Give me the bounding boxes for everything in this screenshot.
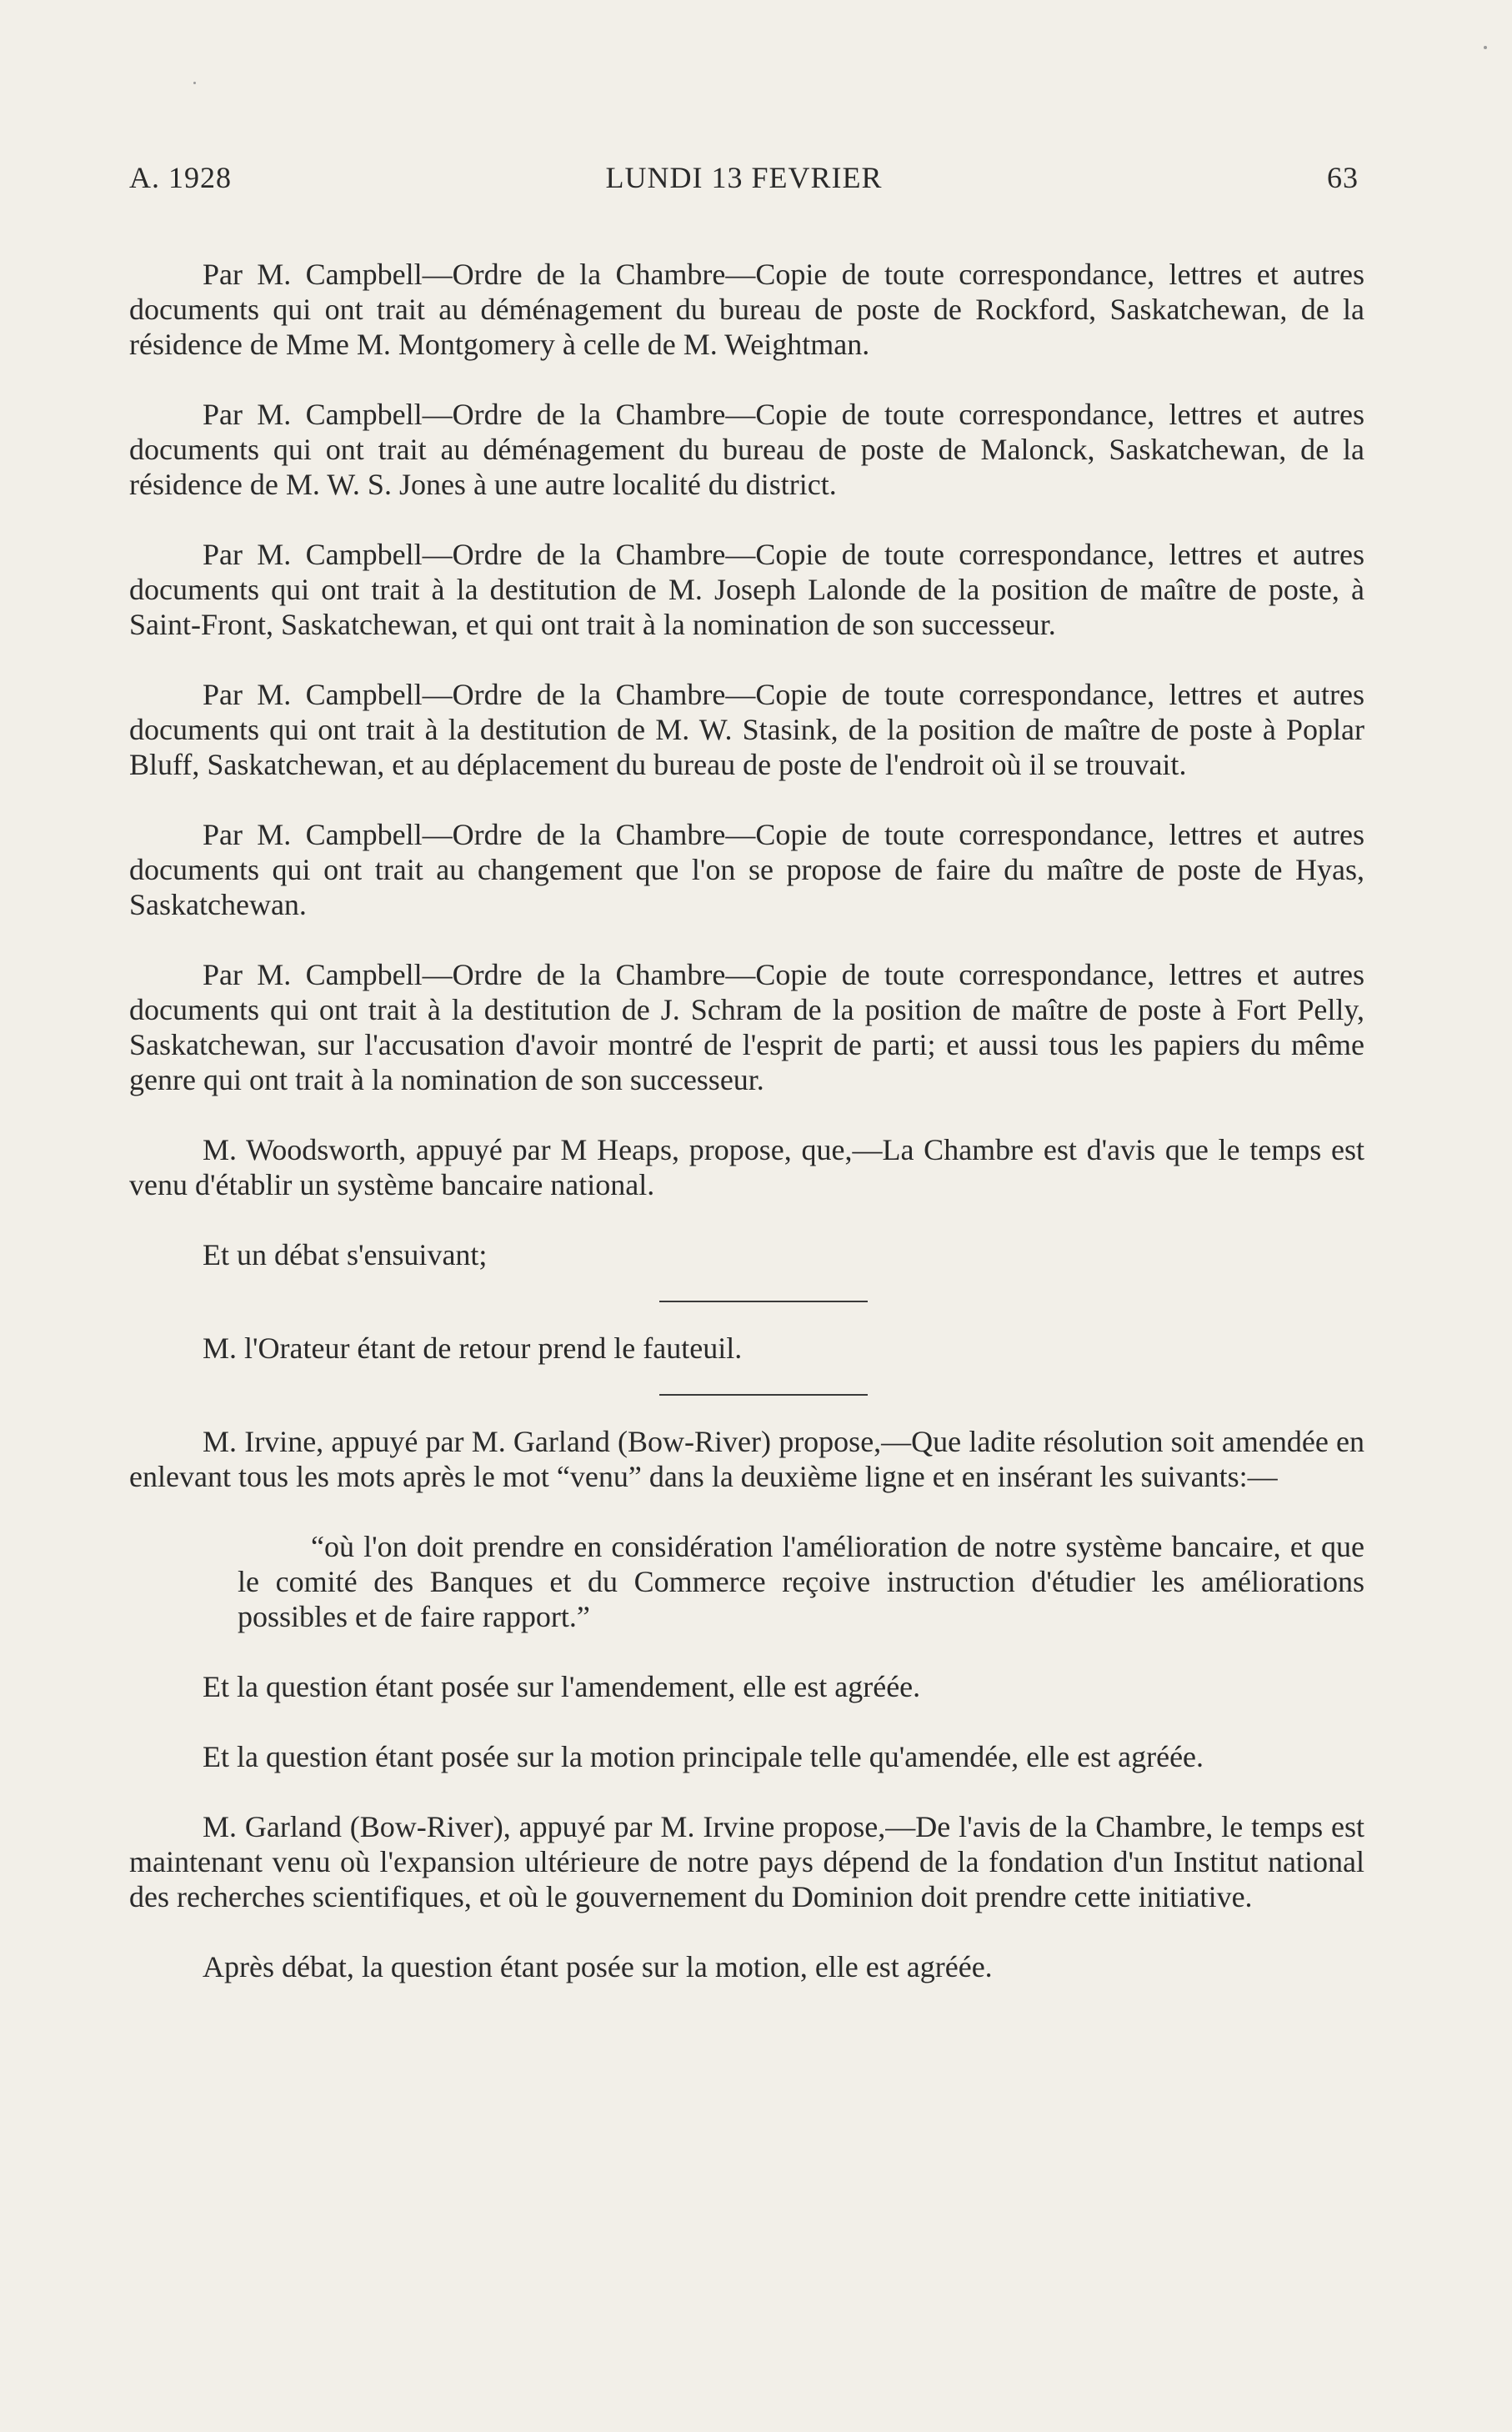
- paragraph-fort-pelly: Par M. Campbell—Ordre de la Chambre—Copie de toute correspondance, lettres et autres documents qui ont trait à la destitution de J. Schram de la position de maître de poste à Fort Pelly, Saskatchewan, sur l'accusation d'avoir montré de l'esprit de parti; et aussi tous les papiers du même genre qui ont trait à la nomination de son successeur.: [129, 958, 1364, 1096]
- paragraph-debate: Et un débat s'ensuivant;: [203, 1238, 488, 1271]
- divider-rule: [129, 1272, 1364, 1331]
- paper-speck: [193, 82, 196, 84]
- page-header: [129, 160, 1359, 202]
- paragraph-irvine-amendment: M. Irvine, appuyé par M. Garland (Bow-River) propose,—Que ladite résolution soit amendée en enlevant tous les mots après le mot “venu” dans la deuxième ligne et en insérant les suivants:—: [129, 1425, 1364, 1493]
- amendment-quote: “où l'on doit prendre en considération l'amélioration de notre système bancaire, et que le comité des Banques et du Commerce reçoive instruction d'étudier les améliorations possibles et de faire rapport.”: [238, 1530, 1364, 1633]
- page-body: [129, 257, 1364, 2019]
- paragraph-hyas: Par M. Campbell—Ordre de la Chambre—Copie de toute correspondance, lettres et autres documents qui ont trait au changement que l'on se propose de faire du maître de poste de Hyas, Saskatchewan.: [129, 818, 1364, 921]
- paragraph-rockford: Par M. Campbell—Ordre de la Chambre—Copie de toute correspondance, lettres et autres documents qui ont trait au déménagement du bureau de poste de Rockford, Saskatchewan, de la résidence de Mme M. Montgomery à celle de M. Weightman.: [129, 258, 1364, 361]
- paragraph-saint-front: Par M. Campbell—Ordre de la Chambre—Copie de toute correspondance, lettres et autres documents qui ont trait à la destitution de M. Joseph Lalonde de la position de maître de poste, à Saint-Front, Saskatchewan, et qui ont trait à la nomination de son successeur.: [129, 538, 1364, 641]
- header-page-number: 63: [1327, 161, 1359, 194]
- paper-speck: [1484, 46, 1487, 49]
- paragraph-malonck: Par M. Campbell—Ordre de la Chambre—Copie de toute correspondance, lettres et autres documents qui ont trait au déménagement du bureau de poste de Malonck, Saskatchewan, de la résidence de M. W. S. Jones à une autre localité du district.: [129, 398, 1364, 501]
- divider-rule: [129, 1366, 1364, 1424]
- header-session-year: A. 1928: [129, 161, 232, 194]
- paragraph-woodsworth-motion: M. Woodsworth, appuyé par M Heaps, propose, que,—La Chambre est d'avis que le temps est venu d'établir un système bancaire national.: [129, 1133, 1364, 1201]
- paragraph-orateur: M. l'Orateur étant de retour prend le fauteuil.: [203, 1331, 743, 1365]
- paragraph-poplar-bluff: Par M. Campbell—Ordre de la Chambre—Copie de toute correspondance, lettres et autres documents qui ont trait à la destitution de M. W. Stasink, de la position de maître de poste à Poplar Bluff, Saskatchewan, et au déplacement du bureau de poste de l'endroit où il se trouvait.: [129, 678, 1364, 781]
- paragraph-final-agreed: Après débat, la question étant posée sur la motion, elle est agréée.: [203, 1950, 993, 1983]
- header-date: LUNDI 13 FEVRIER: [605, 161, 883, 194]
- paragraph-main-motion-agreed: Et la question étant posée sur la motion principale telle qu'amendée, elle est agréée.: [203, 1740, 1204, 1773]
- paragraph-garland-motion: M. Garland (Bow-River), appuyé par M. Irvine propose,—De l'avis de la Chambre, le temps est maintenant venu où l'expansion ultérieure de notre pays dépend de la fondation d'un Institut national des recherches scientifiques, et où le gouvernement du Dominion doit prendre cette initiative.: [129, 1810, 1364, 1913]
- paragraph-amendment-agreed: Et la question étant posée sur l'amendement, elle est agréée.: [203, 1670, 921, 1703]
